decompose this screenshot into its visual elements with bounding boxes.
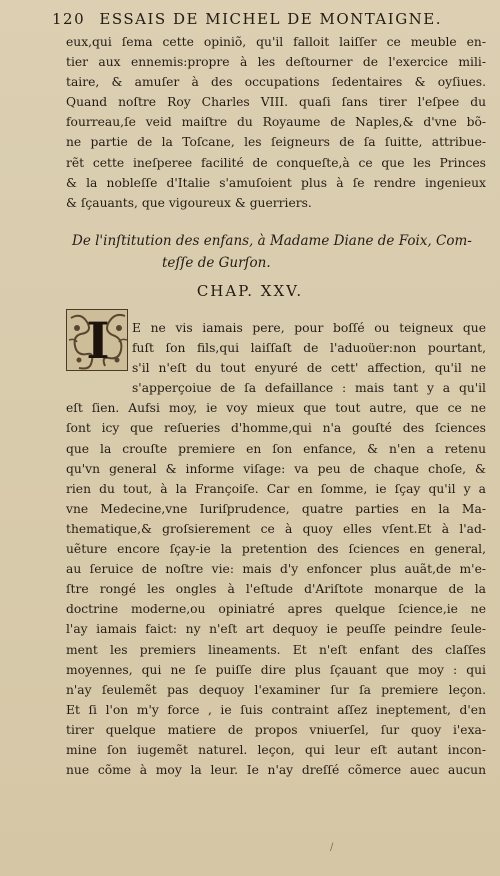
text-line: ſtre rongé les ongles à l'eſtude d'Ariſtote monarque de la — [66, 582, 486, 597]
text-line: vne Medecine,vne Iuriſprudence, quatre parties en la Ma- — [66, 501, 486, 516]
text-line: l'ay iamais faict: ny n'eſt art dequoy ie peuſſe peindre ſeule- — [66, 622, 486, 637]
text-line: s'il n'eſt du tout enyuré de cett' affection, qu'il ne — [132, 361, 486, 376]
text-line: & la nobleſſe d'Italie s'amuſoient plus à ſe rendre ingenieux — [66, 175, 486, 190]
section-title — [72, 230, 482, 274]
text-line: ne partie de la Toſcane, les ſeigneurs de ſa ſuitte, attribue- — [66, 135, 486, 150]
text-line: que la crouſte premiere en ſon enfance, & n'en a retenu — [66, 441, 486, 456]
section-title-line-2: teſſe de Gurſon. — [162, 255, 271, 271]
running-title: ESSAIS DE MICHEL DE MONTAIGNE. — [99, 10, 443, 28]
text-line: rien du tout, à la Françoiſe. Car en ſomme, ie ſçay qu'il y a — [66, 481, 486, 496]
chapter-body — [66, 318, 486, 780]
text-line: eux,qui ſema cette opiniõ, qu'il falloit laiſſer ce meuble en- — [66, 35, 486, 49]
text-line: au ſeruice de noſtre vie: mais d'y enfoncer plus auãt,de m'e- — [66, 562, 486, 577]
top-paragraph — [66, 32, 486, 213]
text-line: thematique,& groſsierement ce à quoy elles vſent.Et à l'ad- — [66, 521, 486, 536]
text-line: Quand noſtre Roy Charles VIII. quaſi ſans tirer l'eſpee du — [66, 95, 486, 110]
text-line: qu'vn general & informe viſage: va peu de chaque choſe, & — [66, 461, 486, 476]
margin-mark: / — [330, 842, 334, 853]
text-line: moyennes, qui ne ſe puiſſe dire plus ſçauant que moy : qui — [66, 662, 486, 677]
text-line: E ne vis iamais pere, pour boſſé ou teigneux que — [132, 321, 486, 335]
chapter-heading: CHAP. XXV. — [196, 282, 304, 300]
text-line: s'apperçoiue de ſa defaillance : mais tant y a qu'il — [132, 381, 486, 396]
text-line: uẽture encore ſçay-ie la pretention des ſciences en general, — [66, 542, 486, 557]
text-line: taire, & amuſer à des occupations ſedentaires & oyſiues. — [66, 75, 486, 90]
text-line: ſont icy que reſueries d'homme,qui n'a gouſté des ſciences — [66, 421, 486, 436]
text-line: doctrine moderne,ou opiniatré apres quelque ſcience,ie ne — [66, 602, 486, 617]
text-line: fourreau,ſe veid maiſtre du Royaume de Naples,& d'vne bõ- — [66, 115, 486, 130]
text-line: tirer quelque matiere de propos vniuerſel, ſur quoy i'exa- — [66, 722, 486, 737]
text-line: eſt ſien. Aufsi moy, ie voy mieux que tout autre, que ce ne — [66, 401, 486, 416]
text-line: rẽt cette ineſperee facilité de conqueſte,à ce que les Princes — [66, 155, 486, 170]
text-line: ment les premiers lineaments. Et n'eſt enfant des claſſes — [66, 642, 486, 657]
text-line: n'ay ſeulemẽt pas dequoy l'examiner ſur ſa premiere leçon. — [66, 682, 486, 697]
section-title-line-1: De l'inſtitution des enfans, à Madame Diane de Foix, Com- — [72, 233, 472, 249]
text-line: Et ſi l'on m'y force , ie ſuis contraint aſſez ineptement, d'en — [66, 702, 486, 717]
text-line: mine ſon iugemẽt naturel. leçon, qui leur eſt autant incon- — [66, 742, 486, 757]
text-line: nue cõme à moy la leur. Ie n'ay dreſſé cõmerce auec aucun — [66, 763, 486, 778]
page-number: 120 — [52, 10, 86, 28]
text-line: & ſçauants, que vigoureux & guerriers. — [66, 195, 312, 210]
drop-cap-letter: I — [86, 311, 110, 370]
running-header — [52, 10, 492, 28]
text-line: tier aux ennemis:propre à les deſtourner de l'exercice mili- — [66, 55, 486, 70]
text-line: fuſt ſon fils,qui laiſſaſt de l'aduoüer:non pourtant, — [132, 341, 486, 356]
